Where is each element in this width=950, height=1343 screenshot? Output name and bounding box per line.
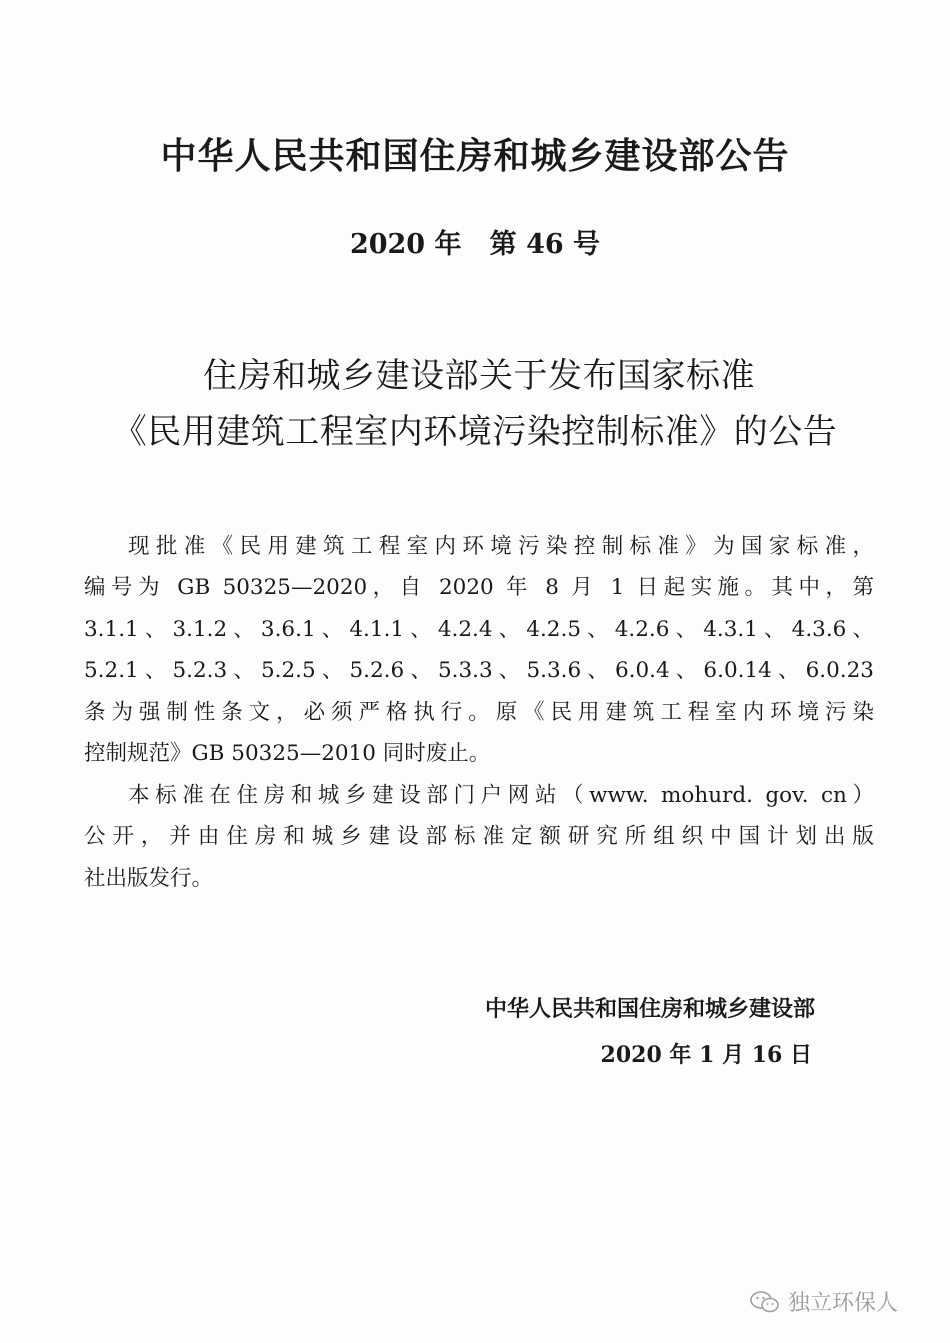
body-line-9: 社出版发行。 (84, 866, 214, 891)
body-line-3: 3.1.1、3.1.2、3.6.1、4.1.1、4.2.4、4.2.5、4.2.6、4.3.1、4.3.6、 (84, 617, 874, 642)
announcement-title: 中华人民共和国住房和城乡建设部公告 (160, 136, 790, 177)
announcement-number: 2020 年 第 46 号 (349, 229, 601, 260)
body-line-7: 本标准在住房和城乡建设部门户网站（www. mohurd. gov. cn） (128, 783, 874, 808)
watermark-text: 独立环保人 (787, 1291, 898, 1316)
subtitle-line-1: 住房和城乡建设部关于发布国家标准 (203, 356, 755, 396)
subtitle-line-2: 《民用建筑工程室内环境污染控制标准》的公告 (112, 412, 838, 452)
body-line-6: 控制规范》GB 50325—2010 同时废止。 (84, 741, 491, 766)
body-line-4: 5.2.1、5.2.3、5.2.5、5.2.6、5.3.3、5.3.6、6.0.4、6.0.14、6.0.23 (84, 658, 874, 683)
watermark (750, 1286, 898, 1317)
body-line-1: 现批准《民用建筑工程室内环境污染控制标准》为国家标准， (128, 534, 874, 559)
body-line-2: 编号为 GB 50325—2020，自 2020 年 8 月 1 日起实施。其中，第 (84, 575, 874, 600)
body-line-5: 条为强制性条文，必须严格执行。原《民用建筑工程室内环境污染 (84, 700, 874, 725)
signature-date: 2020 年 1 月 16 日 (600, 1042, 812, 1068)
signature-organization: 中华人民共和国住房和城乡建设部 (484, 997, 815, 1022)
body-line-8: 公开，并由住房和城乡建设部标准定额研究所组织中国计划出版 (84, 824, 874, 849)
wechat-icon (750, 1290, 780, 1314)
